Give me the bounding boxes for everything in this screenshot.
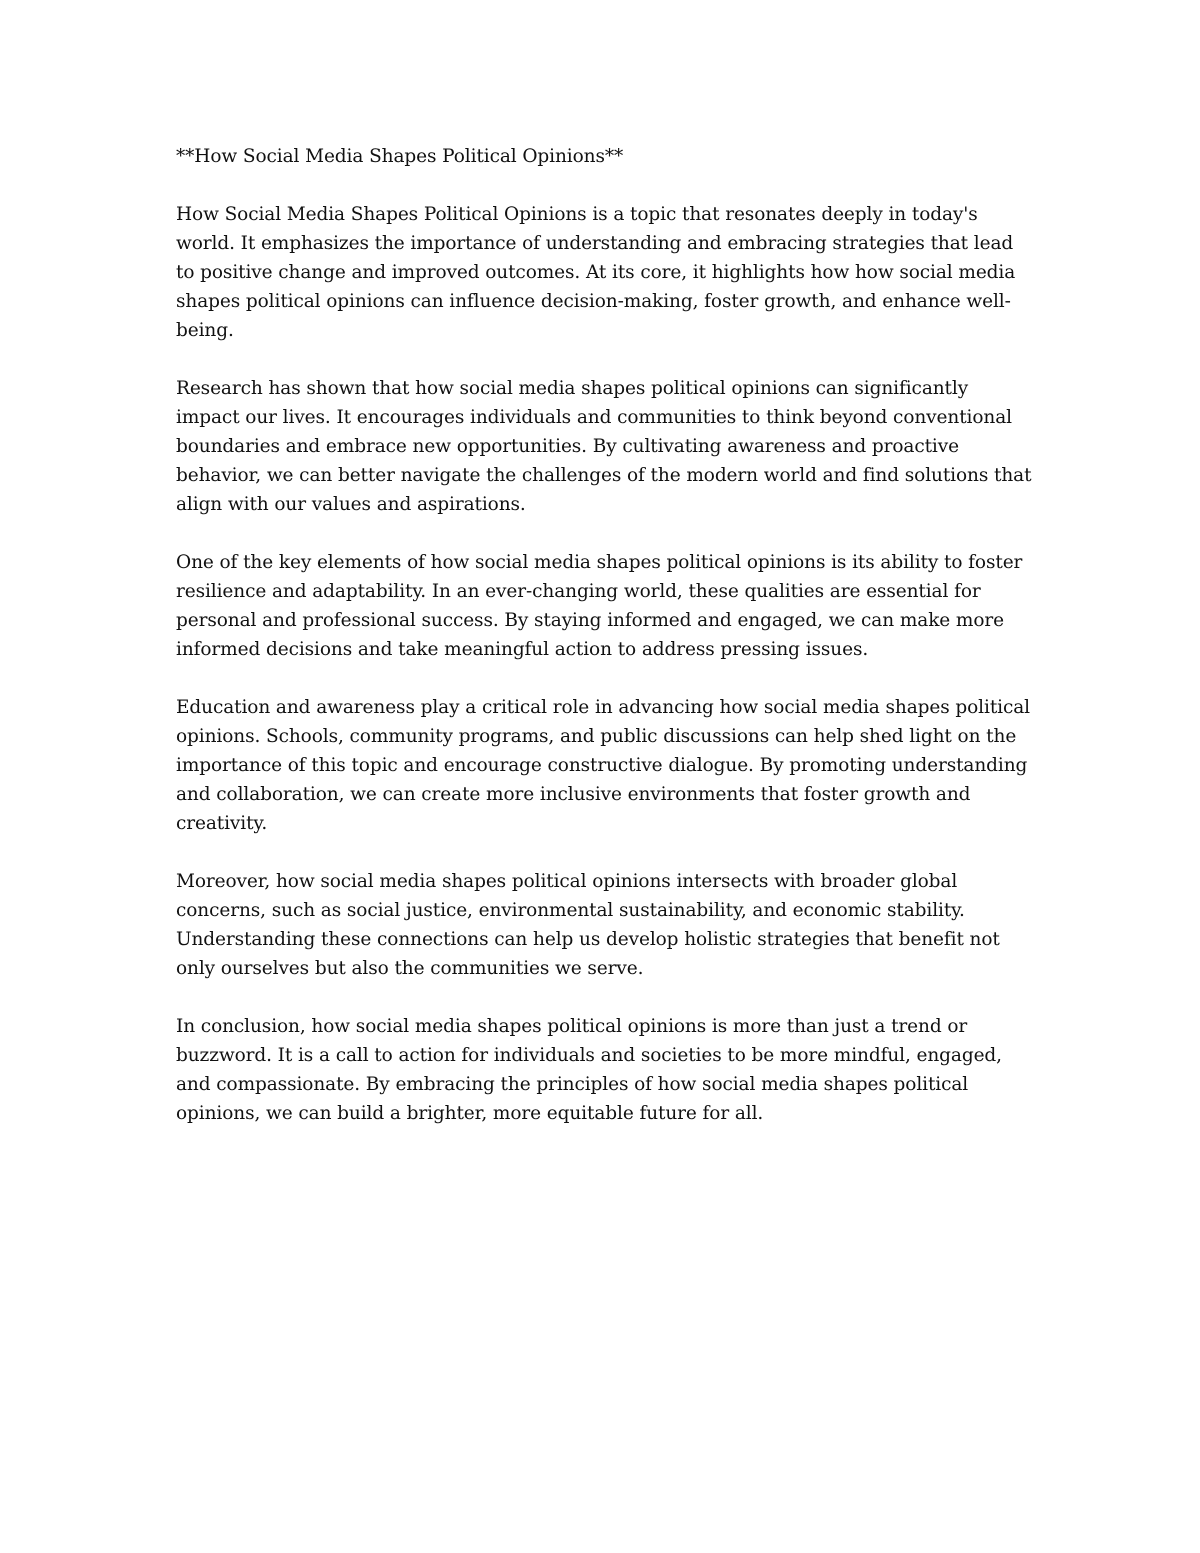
paragraph-6: In conclusion, how social media shapes political opinions is more than just a trend or buzzword. It is a call to action for individuals and societies to be more mindful, engaged, and compassionate. By embracing the principles of how social media shapes political opinions, we can build a brighter, more equitable future for all. — [176, 1016, 1002, 1124]
paragraph-5: Moreover, how social media shapes political opinions intersects with broader global concerns, such as social justice, environmental sustainability, and economic stability. Understanding these connections can help us develop holistic strategies that benefit not only ourselves but also the communities we serve. — [176, 871, 1000, 979]
document-title: **How Social Media Shapes Political Opinions** — [176, 146, 624, 167]
paragraph-3: One of the key elements of how social media shapes political opinions is its ability to foster resilience and adaptability. In an ever-changing world, these qualities are essential for personal and professional success. By staying informed and engaged, we can make more informed decisions and take meaningful action to address pressing issues. — [176, 552, 1023, 660]
paragraph-4: Education and awareness play a critical role in advancing how social media shapes political opinions. Schools, community programs, and public discussions can help shed light on the importance of this topic and encourage constructive dialogue. By promoting understanding and collaboration, we can create more inclusive environments that foster growth and creativity. — [176, 697, 1030, 834]
paragraph-1: How Social Media Shapes Political Opinions is a topic that resonates deeply in today's world. It emphasizes the importance of understanding and embracing strategies that lead to positive change and improved outcomes. At its core, it highlights how how social media shapes political opinions can influence decision-making, foster growth, and enhance well-being. — [176, 204, 1016, 341]
document-body — [176, 142, 1036, 1157]
paragraph-2: Research has shown that how social media shapes political opinions can significantly impact our lives. It encourages individuals and communities to think beyond conventional boundaries and embrace new opportunities. By cultivating awareness and proactive behavior, we can better navigate the challenges of the modern world and find solutions that align with our values and aspirations. — [176, 378, 1032, 515]
